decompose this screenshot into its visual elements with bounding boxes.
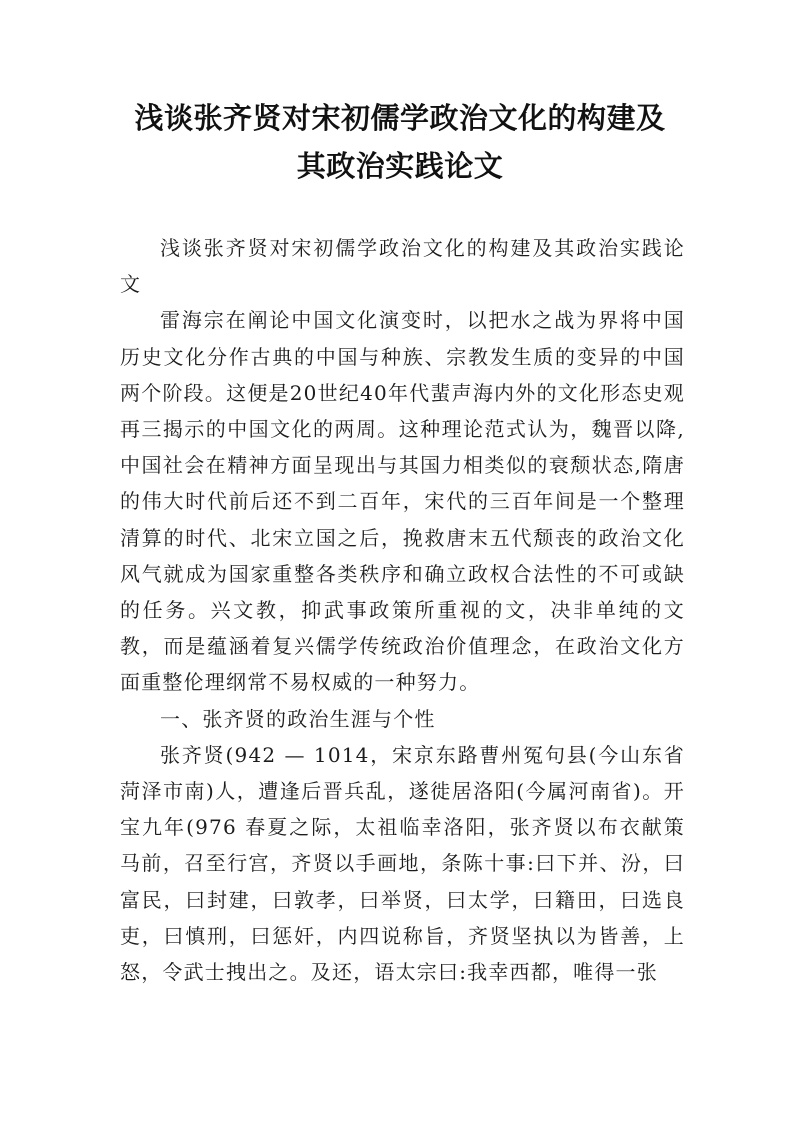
document-body: [120, 230, 685, 990]
title-line-2: 其政治实践论文: [296, 149, 504, 183]
paragraph-biography: 张齐贤(942 — 1014，宋京东路曹州冤句县(今山东省菏泽市南)人，遭逢后晋兵乱，遂徙居洛阳(今属河南省)。开宝九年(976 春夏之际，太祖临幸洛阳，张齐贤以布衣献策马前，召至行宫，齐贤以手画地，条陈十事:曰下并、汾，曰富民，曰封建，曰敦孝，曰举贤，曰太学，曰籍田，曰选良吏，曰慎刑，曰惩奸，内四说称旨，齐贤坚执以为皆善，上怒，令武士拽出之。及还，语太宗曰:我幸西都，唯得一张: [120, 742, 685, 985]
paragraph-subtitle: 浅谈张齐贤对宋初儒学政治文化的构建及其政治实践论文: [120, 236, 685, 297]
title-line-1: 浅谈张齐贤对宋初儒学政治文化的构建及: [134, 101, 666, 135]
document-title: [100, 94, 700, 190]
paragraph-intro: 雷海宗在阐论中国文化演变时，以把水之战为界将中国历史文化分作古典的中国与种族、宗教发生质的变异的中国两个阶段。这便是20世纪40年代蜚声海内外的文化形态史观再三揭示的中国文化的两周。这种理论范式认为，魏晋以降,中国社会在精神方面呈现出与其国力相类似的衰颓状态,隋唐的伟大时代前后还不到二百年，宋代的三百年间是一个整理清算的时代、北宋立国之后，挽救唐末五代颓丧的政治文化风气就成为国家重整各类秩序和确立政权合法性的不可或缺的任务。兴文教，抑武事政策所重视的文，决非单纯的文教，而是蕴涵着复兴儒学传统政治价值理念，在政治文化方面重整伦理纲常不易权威的一种努力。: [120, 308, 685, 695]
section-heading: 一、张齐贤的政治生涯与个性: [160, 706, 436, 731]
